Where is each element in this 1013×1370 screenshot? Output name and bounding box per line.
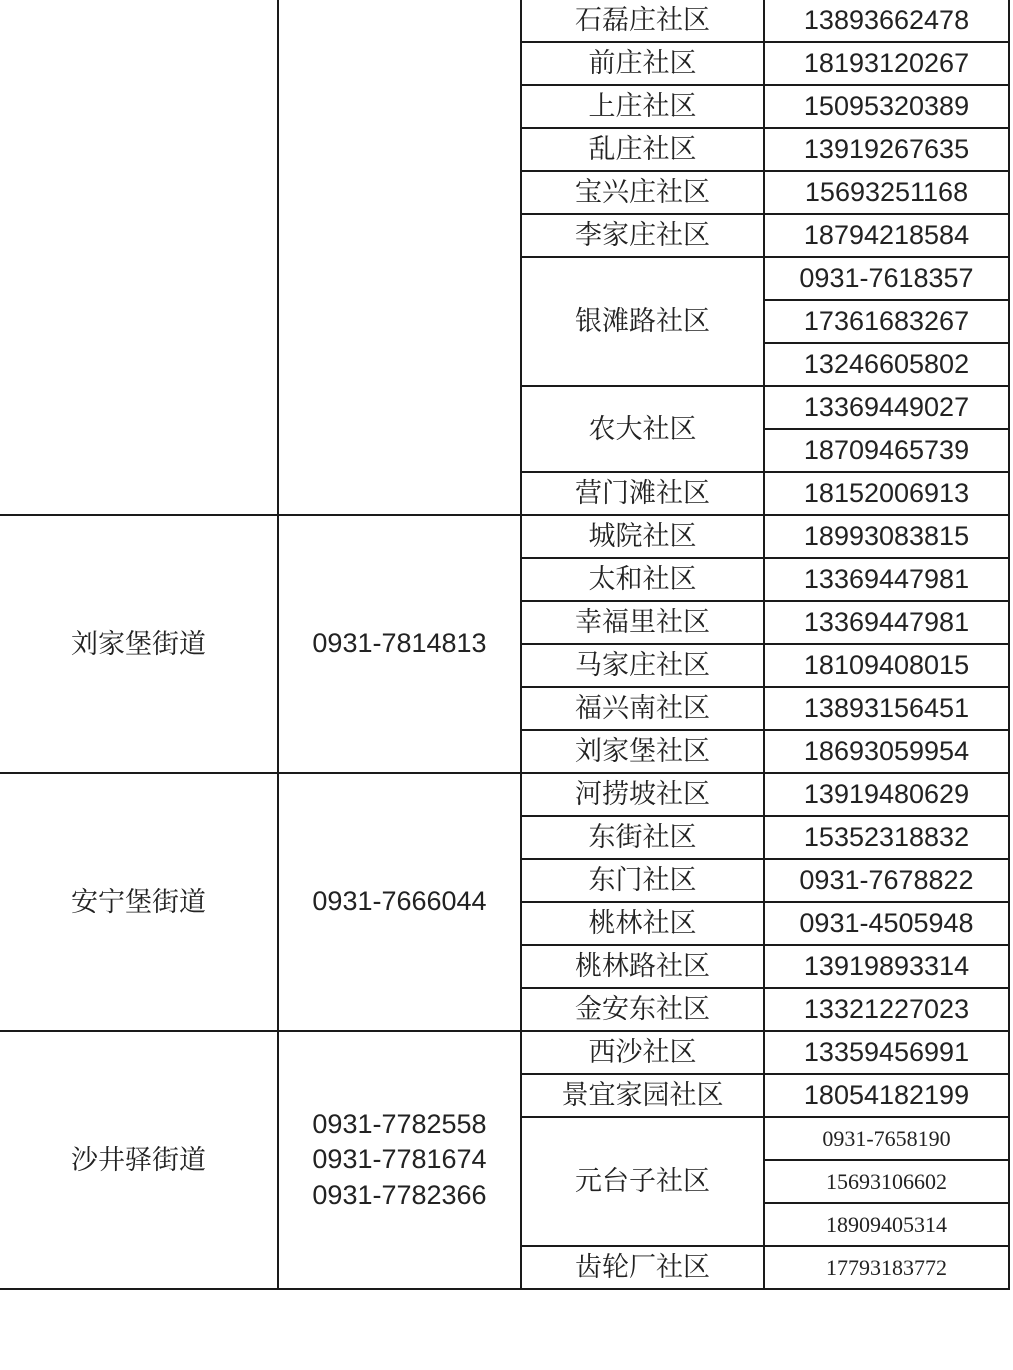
community-name-cell: 西沙社区 (521, 1031, 764, 1074)
community-name-cell: 上庄社区 (521, 85, 764, 128)
street-phone-cell (278, 773, 521, 1031)
community-phone-cell: 18909405314 (764, 1203, 1009, 1246)
community-name-cell: 桃林社区 (521, 902, 764, 945)
community-name-cell: 刘家堡社区 (521, 730, 764, 773)
community-name-cell: 东街社区 (521, 816, 764, 859)
community-name-cell: 幸福里社区 (521, 601, 764, 644)
community-phone-cell: 13919267635 (764, 128, 1009, 171)
community-name-cell: 元台子社区 (521, 1117, 764, 1246)
community-phone-cell: 0931-7658190 (764, 1117, 1009, 1160)
community-phone-cell: 15352318832 (764, 816, 1009, 859)
community-name-cell: 石磊庄社区 (521, 0, 764, 42)
community-phone-cell: 13369449027 (764, 386, 1009, 429)
table-row (0, 0, 1009, 42)
community-phone-cell: 13919480629 (764, 773, 1009, 816)
community-phone-cell: 0931-7678822 (764, 859, 1009, 902)
community-name-cell: 营门滩社区 (521, 472, 764, 515)
community-name-cell: 李家庄社区 (521, 214, 764, 257)
community-phone-cell: 13321227023 (764, 988, 1009, 1031)
street-phone: 0931-7814813 (312, 628, 487, 659)
community-phone-cell: 18794218584 (764, 214, 1009, 257)
community-phone-cell: 18152006913 (764, 472, 1009, 515)
street-phone-cell (278, 1031, 521, 1289)
street-phone-cell (278, 515, 521, 773)
community-phone-cell: 13246605802 (764, 343, 1009, 386)
community-phone-cell: 18109408015 (764, 644, 1009, 687)
community-phone-cell: 18693059954 (764, 730, 1009, 773)
community-name-cell: 桃林路社区 (521, 945, 764, 988)
community-name-cell: 河捞坡社区 (521, 773, 764, 816)
community-phone-cell: 18709465739 (764, 429, 1009, 472)
street-phone: 0931-7666044 (312, 886, 487, 917)
community-phone-cell: 18193120267 (764, 42, 1009, 85)
community-phone-cell: 0931-4505948 (764, 902, 1009, 945)
community-phone-cell: 15095320389 (764, 85, 1009, 128)
community-name-cell: 银滩路社区 (521, 257, 764, 386)
community-name-cell: 景宜家园社区 (521, 1074, 764, 1117)
community-phone-cell: 18054182199 (764, 1074, 1009, 1117)
community-phone-cell: 15693251168 (764, 171, 1009, 214)
community-name-cell: 城院社区 (521, 515, 764, 558)
community-phone-cell: 13369447981 (764, 601, 1009, 644)
table-row (0, 1031, 1009, 1074)
street-name-cell (0, 0, 278, 515)
street-phone: 0931-7782366 (312, 1179, 487, 1210)
street-phone: 0931-7782558 (312, 1108, 487, 1139)
street-name-cell: 安宁堡街道 (0, 773, 278, 1031)
community-name-cell: 东门社区 (521, 859, 764, 902)
street-phone: 0931-7781674 (312, 1144, 487, 1175)
community-name-cell: 宝兴庄社区 (521, 171, 764, 214)
table-row (0, 515, 1009, 558)
street-phone-cell (278, 0, 521, 515)
community-phone-cell: 13369447981 (764, 558, 1009, 601)
community-phone-cell: 0931-7618357 (764, 257, 1009, 300)
community-phone-cell: 15693106602 (764, 1160, 1009, 1203)
community-name-cell: 金安东社区 (521, 988, 764, 1031)
community-phone-cell: 18993083815 (764, 515, 1009, 558)
community-name-cell: 马家庄社区 (521, 644, 764, 687)
table-row (0, 773, 1009, 816)
community-phone-cell: 13359456991 (764, 1031, 1009, 1074)
community-name-cell: 福兴南社区 (521, 687, 764, 730)
community-name-cell: 太和社区 (521, 558, 764, 601)
community-name-cell: 齿轮厂社区 (521, 1246, 764, 1289)
community-name-cell: 前庄社区 (521, 42, 764, 85)
community-phone-cell: 17793183772 (764, 1246, 1009, 1289)
community-name-cell: 农大社区 (521, 386, 764, 472)
community-name-cell: 乱庄社区 (521, 128, 764, 171)
street-name-cell: 刘家堡街道 (0, 515, 278, 773)
community-phone-cell: 17361683267 (764, 300, 1009, 343)
street-name-cell: 沙井驿街道 (0, 1031, 278, 1289)
community-phone-cell: 13919893314 (764, 945, 1009, 988)
community-phone-cell: 13893156451 (764, 687, 1009, 730)
community-phone-cell: 13893662478 (764, 0, 1009, 42)
